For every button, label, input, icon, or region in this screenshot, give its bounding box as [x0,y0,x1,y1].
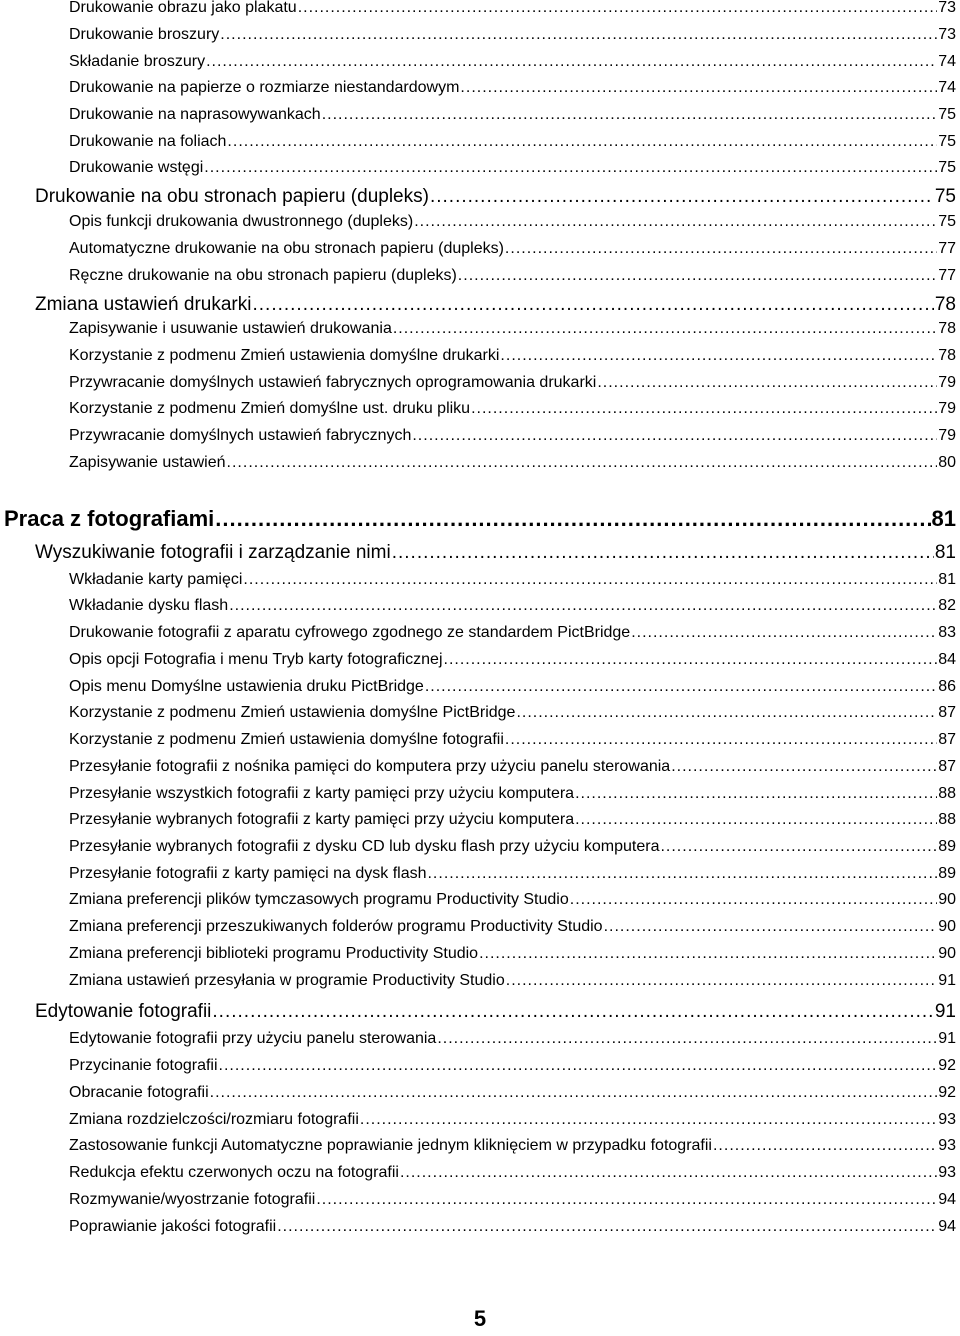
toc-subsection[interactable] [69,401,956,417]
toc-entry-page: 83 [938,624,956,641]
toc-entry-page: 86 [938,678,956,695]
toc-subsection[interactable] [69,1031,956,1047]
dot-leader [506,973,937,989]
dot-leader [597,375,937,391]
toc-entry-page: 90 [938,891,956,908]
toc-entry-title: Obracanie fotografii [69,1084,209,1101]
dot-leader [575,786,937,802]
toc-subsection[interactable] [69,572,956,588]
toc-entry-title: Edytowanie fotografii przy użyciu panelu sterowania [69,1030,437,1047]
toc-entry-page: 77 [938,240,956,257]
toc-subsection[interactable] [69,946,956,962]
dot-leader [660,839,937,855]
toc-subsection[interactable] [69,866,956,882]
toc-section[interactable] [35,187,956,206]
toc-subsection[interactable] [69,80,956,96]
toc-subsection[interactable] [69,27,956,43]
toc-subsection[interactable] [69,375,956,391]
dot-leader [322,107,938,123]
toc-entry-page: 88 [938,811,956,828]
page-number: 5 [473,1306,487,1331]
toc-subsection[interactable] [69,1085,956,1101]
toc-entry-page: 80 [938,454,956,471]
toc-entry-title: Rozmywanie/wyostrzanie fotografii [69,1191,316,1208]
toc-entry-page: 84 [938,651,956,668]
toc-subsection[interactable] [69,241,956,257]
toc-entry-title: Wkładanie dysku flash [69,597,229,614]
toc-entry-title: Zapisywanie i usuwanie ustawień drukowania [69,320,392,337]
toc-entry-title: Zmiana preferencji plików tymczasowych programu Productivity Studio [69,891,569,908]
toc-entry-page: 73 [938,26,956,43]
dot-leader [316,1192,937,1208]
dot-leader [298,0,938,16]
dot-leader [505,732,937,748]
toc-entry-title: Zmiana ustawień drukarki [35,294,252,315]
toc-entry-title: Drukowanie na naprasowywankach [69,106,321,123]
dot-leader [210,1085,938,1101]
dot-leader [227,134,937,150]
toc-entry-title: Przywracanie domyślnych ustawień fabrycznych oprogramowania drukarki [69,374,597,391]
toc-subsection[interactable] [69,786,956,802]
dot-leader [444,652,938,668]
toc-entry-page: 78 [938,320,956,337]
toc-entry-page: 87 [938,731,956,748]
dot-leader [277,1219,937,1235]
dot-leader [671,759,937,775]
toc-entry-title: Przesyłanie fotografii z nośnika pamięci do komputera przy użyciu panelu sterowania [69,758,671,775]
toc-subsection[interactable] [69,1058,956,1074]
toc-entry-title: Korzystanie z podmenu Zmień ustawienia domyślne PictBridge [69,704,516,721]
toc-section[interactable] [35,295,956,314]
dot-leader [392,543,934,562]
toc-entry-title: Drukowanie na foliach [69,133,227,150]
dot-leader [471,401,937,417]
dot-leader [393,321,937,337]
toc-entry-title: Poprawianie jakości fotografii [69,1218,277,1235]
toc-entry-title: Przywracanie domyślnych ustawień fabrycznych [69,427,412,444]
dot-leader [570,892,937,908]
toc-subsection[interactable] [69,1219,956,1235]
toc-entry-title: Przesyłanie wybranych fotografii z karty pamięci przy użyciu komputera [69,811,575,828]
toc-entry-page: 81 [931,506,956,531]
dot-leader [425,679,937,695]
toc-entry-page: 90 [938,945,956,962]
toc-subsection[interactable] [69,759,956,775]
toc-entry-page: 75 [938,106,956,123]
toc-entry-page: 88 [938,785,956,802]
toc-entry-title: Drukowanie broszury [69,26,220,43]
toc-subsection[interactable] [69,107,956,123]
toc-subsection[interactable] [69,598,956,614]
toc-section[interactable] [35,1002,956,1021]
dot-leader [412,428,937,444]
dot-leader [500,348,937,364]
toc-subsection[interactable] [69,892,956,908]
toc-entry-title: Edytowanie fotografii [35,1001,212,1022]
toc-entry-page: 94 [938,1218,956,1235]
toc-entry-title: Wyszukiwanie fotografii i zarządzanie nimi [35,542,391,563]
toc-entry-page: 89 [938,838,956,855]
toc-section[interactable] [35,543,956,562]
dot-leader [252,295,933,314]
toc-entry-title: Składanie broszury [69,53,206,70]
toc-entry-title: Drukowanie fotografii z aparatu cyfrowego zgodnego ze standardem PictBridge [69,624,631,641]
toc-entry-title: Zmiana preferencji biblioteki programu Productivity Studio [69,945,479,962]
dot-leader [220,27,937,43]
toc-entry-title: Przesyłanie wszystkich fotografii z karty pamięci przy użyciu komputera [69,785,575,802]
dot-leader [479,946,937,962]
toc-entry-title: Opis opcji Fotografia i menu Tryb karty fotograficznej [69,651,443,668]
toc-entry-page: 82 [938,597,956,614]
toc-subsection[interactable] [69,1138,956,1154]
dot-leader [516,705,937,721]
toc-entry-title: Wkładanie karty pamięci [69,571,243,588]
toc-entry-title: Korzystanie z podmenu Zmień ustawienia domyślne fotografii [69,731,504,748]
toc-entry-page: 91 [934,1001,956,1022]
toc-entry-page: 91 [938,1030,956,1047]
toc-entry-page: 89 [938,865,956,882]
dot-leader [219,1058,938,1074]
toc-subsection[interactable] [69,1112,956,1128]
dot-leader [427,866,937,882]
toc-subsection[interactable] [69,268,956,284]
toc-entry-title: Drukowanie wstęgi [69,159,204,176]
toc-entry-page: 73 [938,0,956,16]
dot-leader [713,1138,937,1154]
toc-entry-title: Zmiana rozdzielczości/rozmiaru fotografii [69,1111,359,1128]
toc-entry-page: 78 [934,294,956,315]
toc-entry-title: Korzystanie z podmenu Zmień ustawienia domyślne drukarki [69,347,500,364]
toc-entry-page: 79 [938,427,956,444]
toc-subsection[interactable] [69,839,956,855]
toc-subsection[interactable] [69,732,956,748]
dot-leader [229,598,937,614]
toc-subsection[interactable] [69,160,956,176]
toc-entry-page: 92 [938,1084,956,1101]
toc-subsection[interactable] [69,973,956,989]
dot-leader [204,160,937,176]
toc-entry-title: Zapisywanie ustawień [69,454,226,471]
toc-entry-title: Opis menu Domyślne ustawienia druku PictBridge [69,678,424,695]
toc-subsection[interactable] [69,428,956,444]
toc-entry-page: 92 [938,1057,956,1074]
toc-subsection[interactable] [69,348,956,364]
toc-entry-page: 75 [938,159,956,176]
toc-subsection[interactable] [69,1165,956,1181]
toc-subsection[interactable] [69,919,956,935]
dot-leader [227,455,938,471]
toc-entry-title: Zastosowanie funkcji Automatyczne poprawianie jednym kliknięciem w przypadku fotografii [69,1137,712,1154]
toc-subsection[interactable] [69,679,956,695]
toc-entry-page: 74 [938,53,956,70]
toc-entry-title: Automatyczne drukowanie na obu stronach papieru (dupleks) [69,240,504,257]
toc-entry-title: Przycinanie fotografii [69,1057,218,1074]
toc-entry-page: 93 [938,1137,956,1154]
toc-entry-page: 87 [938,758,956,775]
toc-entry-page: 79 [938,400,956,417]
toc-entry-title: Ręczne drukowanie na obu stronach papieru (dupleks) [69,267,457,284]
toc-entry-title: Drukowanie na obu stronach papieru (dupleks) [35,186,429,207]
dot-leader [631,625,937,641]
toc-entry-page: 75 [938,133,956,150]
toc-entry-page: 81 [934,542,956,563]
toc-subsection[interactable] [69,705,956,721]
dot-leader [215,508,930,530]
toc-entry-page: 77 [938,267,956,284]
dot-leader [575,812,937,828]
toc-chapter[interactable] [4,508,956,530]
dot-leader [437,1031,937,1047]
dot-leader [430,187,934,206]
toc-entry-title: Redukcja efektu czerwonych oczu na fotografii [69,1164,399,1181]
toc-entry-title: Praca z fotografiami [4,506,215,531]
toc-entry-title: Drukowanie obrazu jako plakatu [69,0,297,16]
toc-entry-title: Przesyłanie wybranych fotografii z dysku CD lub dysku flash przy użyciu komputera [69,838,660,855]
toc-entry-page: 78 [938,347,956,364]
toc-entry-page: 87 [938,704,956,721]
toc-entry-title: Drukowanie na papierze o rozmiarze niestandardowym [69,79,460,96]
toc-entry-page: 94 [938,1191,956,1208]
toc-entry-page: 81 [938,571,956,588]
dot-leader [360,1112,937,1128]
toc-entry-title: Korzystanie z podmenu Zmień domyślne ust. druku pliku [69,400,471,417]
toc-subsection[interactable] [69,812,956,828]
toc-entry-page: 75 [938,213,956,230]
dot-leader [400,1165,937,1181]
toc-entry-page: 79 [938,374,956,391]
toc-entry-title: Opis funkcji drukowania dwustronnego (dupleks) [69,213,414,230]
toc-subsection[interactable] [69,0,956,16]
toc-subsection[interactable] [69,54,956,70]
toc-subsection[interactable] [69,214,956,230]
toc-entry-page: 75 [934,186,956,207]
toc-entry-page: 91 [938,972,956,989]
toc-subsection[interactable] [69,134,956,150]
dot-leader [458,268,937,284]
dot-leader [206,54,937,70]
toc-entry-title: Zmiana preferencji przeszukiwanych folderów programu Productivity Studio [69,918,603,935]
toc-subsection[interactable] [69,1192,956,1208]
dot-leader [460,80,937,96]
toc-entry-title: Zmiana ustawień przesyłania w programie Productivity Studio [69,972,505,989]
toc-subsection[interactable] [69,652,956,668]
toc-subsection[interactable] [69,321,956,337]
toc-entry-page: 90 [938,918,956,935]
toc-subsection[interactable] [69,625,956,641]
toc-entry-page: 93 [938,1164,956,1181]
dot-leader [243,572,937,588]
toc-subsection[interactable] [69,455,956,471]
dot-leader [604,919,938,935]
dot-leader [414,214,937,230]
dot-leader [505,241,937,257]
dot-leader [212,1002,933,1021]
toc-entry-page: 93 [938,1111,956,1128]
toc-entry-page: 74 [938,79,956,96]
toc-entry-title: Przesyłanie fotografii z karty pamięci na dysk flash [69,865,427,882]
